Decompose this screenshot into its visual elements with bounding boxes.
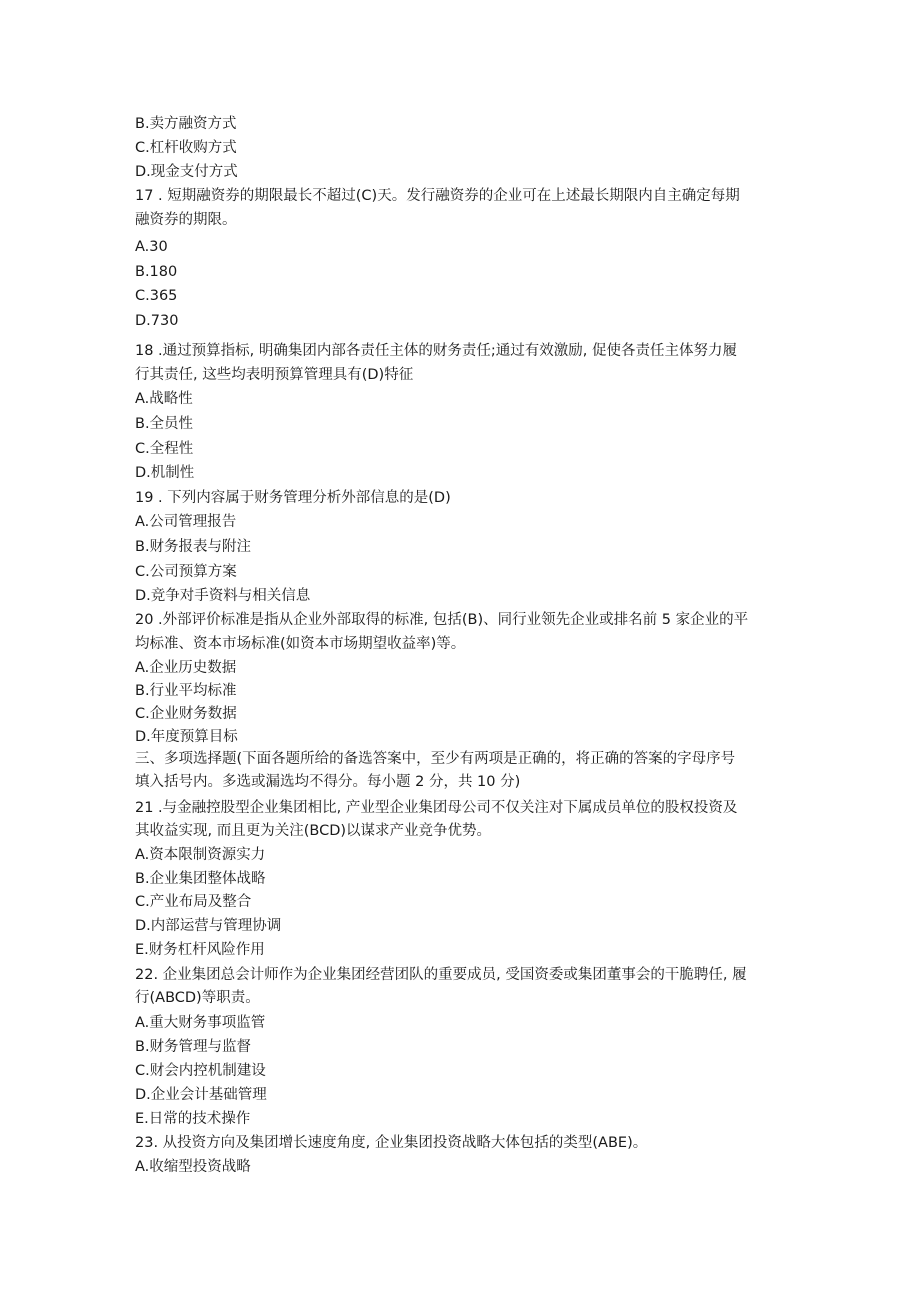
- section-3-heading-line-1: 三、多项选择题(下面各题所给的备选答案中，至少有两项是正确的，将正确的答案的字母序号: [135, 751, 736, 767]
- question-19: 19 . 下列内容属于财务管理分析外部信息的是(D): [135, 490, 451, 506]
- question-17-line-2: 融资券的期限。: [135, 212, 237, 228]
- option-20-d: D.年度预算目标: [135, 729, 238, 745]
- option-22-d: D.企业会计基础管理: [135, 1087, 267, 1103]
- option-19-c: C.公司预算方案: [135, 564, 237, 580]
- option-16-b: B.卖方融资方式: [135, 116, 237, 132]
- option-22-a: A.重大财务事项监管: [135, 1015, 266, 1031]
- option-20-b: B.行业平均标准: [135, 683, 237, 699]
- option-19-a: A.公司管理报告: [135, 514, 237, 530]
- option-17-d: D.730: [135, 313, 179, 329]
- section-3-heading-line-2: 填入括号内。多选或漏选均不得分。每小题 2 分，共 10 分): [135, 774, 521, 790]
- question-18-line-1: 18 .通过预算指标, 明确集团内部各责任主体的财务责任;通过有效激励, 促使各责任主体努力履: [135, 343, 737, 359]
- option-19-b: B.财务报表与附注: [135, 539, 252, 555]
- option-17-c: C.365: [135, 288, 178, 304]
- question-21-line-2: 其收益实现, 而且更为关注(BCD)以谋求产业竞争优势。: [135, 823, 492, 839]
- option-18-b: B.全员性: [135, 416, 194, 432]
- option-18-d: D.机制性: [135, 465, 195, 481]
- option-22-b: B.财务管理与监督: [135, 1039, 252, 1055]
- option-21-d: D.内部运营与管理协调: [135, 918, 282, 934]
- question-22-line-1: 22. 企业集团总会计师作为企业集团经营团队的重要成员, 受国资委或集团董事会的干脆聘任, 履: [135, 967, 747, 983]
- question-20-line-1: 20 .外部评价标准是指从企业外部取得的标准, 包括(B)、同行业领先企业或排名前 5 家企业的平: [135, 612, 749, 628]
- option-21-a: A.资本限制资源实力: [135, 847, 266, 863]
- option-17-a: A.30: [135, 239, 168, 255]
- option-22-c: C.财会内控机制建设: [135, 1063, 266, 1079]
- question-21-line-1: 21 .与金融控股型企业集团相比, 产业型企业集团母公司不仅关注对下属成员单位的股权投资及: [135, 800, 738, 816]
- question-20-line-2: 均标准、资本市场标准(如资本市场期望收益率)等。: [135, 636, 466, 652]
- option-20-c: C.企业财务数据: [135, 706, 237, 722]
- option-16-d: D.现金支付方式: [135, 164, 238, 180]
- question-18-line-2: 行其责任, 这些均表明预算管理具有(D)特征: [135, 367, 414, 383]
- option-18-c: C.全程性: [135, 441, 194, 457]
- option-17-b: B.180: [135, 264, 178, 280]
- option-23-a: A.收缩型投资战略: [135, 1159, 251, 1175]
- option-21-e: E.财务杠杆风险作用: [135, 942, 265, 958]
- option-19-d: D.竞争对手资料与相关信息: [135, 588, 311, 604]
- option-21-c: C.产业布局及整合: [135, 894, 252, 910]
- option-18-a: A.战略性: [135, 391, 193, 407]
- option-21-b: B.企业集团整体战略: [135, 871, 266, 887]
- option-22-e: E.日常的技术操作: [135, 1111, 251, 1127]
- question-23: 23. 从投资方向及集团增长速度角度, 企业集团投资战略大体包括的类型(ABE)。: [135, 1135, 648, 1151]
- option-20-a: A.企业历史数据: [135, 660, 237, 676]
- question-17-line-1: 17 . 短期融资券的期限最长不超过(C)天。发行融资券的企业可在上述最长期限内自主确定每期: [135, 188, 740, 204]
- question-22-line-2: 行(ABCD)等职责。: [135, 990, 260, 1006]
- option-16-c: C.杠杆收购方式: [135, 140, 237, 156]
